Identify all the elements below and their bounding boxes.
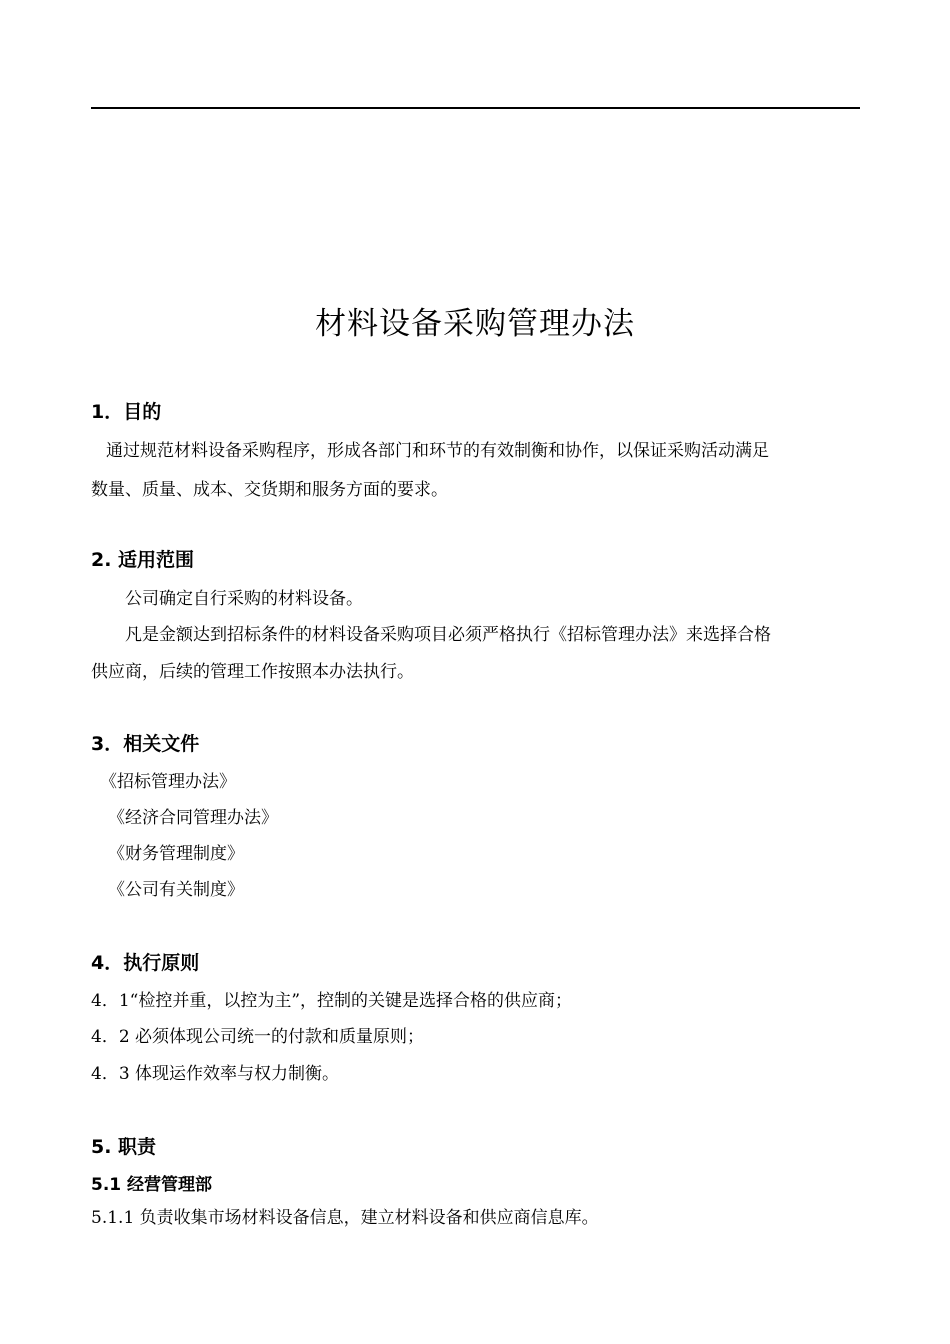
section-heading-related-documents: 3．相关文件 xyxy=(91,733,200,755)
responsibility-item: 5.1.1 负责收集市场材料设备信息，建立材料设备和供应商信息库。 xyxy=(91,1208,599,1228)
related-document-item: 《公司有关制度》 xyxy=(108,880,244,900)
principle-item: 4．1“检控并重，以控为主”，控制的关键是选择合格的供应商； xyxy=(91,991,573,1011)
related-document-item: 《财务管理制度》 xyxy=(108,844,244,864)
scope-paragraph-1: 公司确定自行采购的材料设备。 xyxy=(125,589,363,609)
principle-item: 4．2 必须体现公司统一的付款和质量原则； xyxy=(91,1027,425,1047)
section-heading-scope: 2. 适用范围 xyxy=(91,549,195,571)
subsection-heading-operations-dept: 5.1 经营管理部 xyxy=(91,1175,213,1195)
scope-paragraph-2-line-2: 供应商，后续的管理工作按照本办法执行。 xyxy=(91,662,414,682)
document-title: 材料设备采购管理办法 xyxy=(315,306,635,342)
section-heading-responsibilities: 5. 职责 xyxy=(91,1136,157,1158)
principle-item: 4．3 体现运作效率与权力制衡。 xyxy=(91,1064,340,1084)
purpose-paragraph-line-2: 数量、质量、成本、交货期和服务方面的要求。 xyxy=(91,480,448,500)
related-document-item: 《招标管理办法》 xyxy=(100,772,236,792)
related-document-item: 《经济合同管理办法》 xyxy=(108,808,278,828)
section-heading-purpose: 1．目的 xyxy=(91,401,162,423)
purpose-paragraph-line-1: 通过规范材料设备采购程序，形成各部门和环节的有效制衡和协作，以保证采购活动满足 xyxy=(106,441,769,461)
header-rule xyxy=(91,107,860,109)
section-heading-principles: 4．执行原则 xyxy=(91,952,200,974)
scope-paragraph-2-line-1: 凡是金额达到招标条件的材料设备采购项目必须严格执行《招标管理办法》来选择合格 xyxy=(125,625,771,645)
